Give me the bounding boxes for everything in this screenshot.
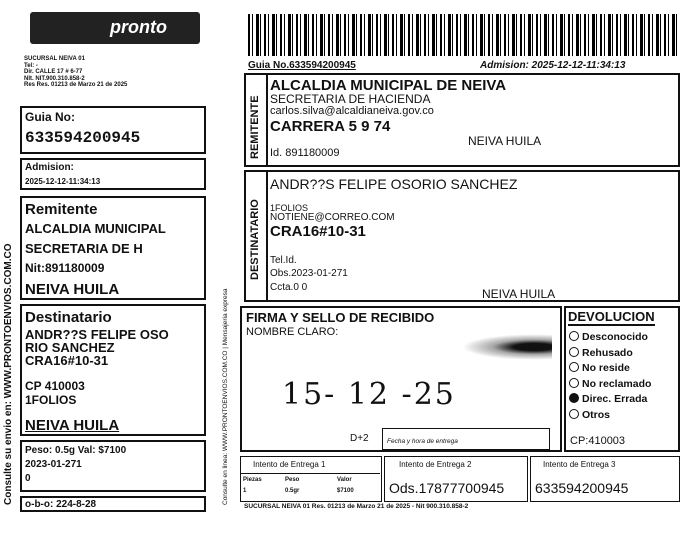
sucursal-line: Tel: - <box>24 62 38 69</box>
intento-3-label: Intento de Entrega 3 <box>543 460 616 469</box>
rem-id: Id. 891180009 <box>270 147 340 159</box>
fecha-label: Fecha y hora de entrega <box>387 438 458 445</box>
admision-line: Admision: 2025-12-12-11:34:13 <box>480 60 626 71</box>
guia-small: 633594200945 <box>535 480 629 496</box>
admision-label: Admision: <box>25 162 74 173</box>
intento-2-label: Intento de Entrega 2 <box>399 460 472 469</box>
devolucion-options <box>569 330 651 423</box>
devolucion-option[interactable]: Rehusado <box>569 346 651 362</box>
devolucion-option[interactable]: Direc. Errada <box>569 392 651 408</box>
remitente-secretaria: SECRETARIA DE H <box>25 241 143 256</box>
radio-icon[interactable] <box>569 347 579 357</box>
dest-email: NOTIENE@CORREO.COM <box>270 212 395 223</box>
zero-line: 0 <box>25 473 31 484</box>
intento-3-box <box>530 456 680 502</box>
devolucion-option[interactable]: No reclamado <box>569 377 651 393</box>
remitente-city: NEIVA HUILA <box>25 281 120 298</box>
firma-title: FIRMA Y SELLO DE RECIBIDO <box>246 310 435 325</box>
d2-label: D+2 <box>350 433 369 444</box>
devolucion-title: DEVOLUCION <box>568 309 655 324</box>
ods-value: Ods.17877700945 <box>389 480 505 496</box>
piezas-value: 1 <box>243 488 247 494</box>
logo-text: pronto <box>110 17 167 37</box>
sucursal-line: Res Res. 01213 de Marzo 21 de 2025 <box>24 82 128 88</box>
devolucion-cp: CP:410003 <box>570 435 626 447</box>
nombre-claro: NOMBRE CLARO: <box>246 326 339 338</box>
rem-city: NEIVA HUILA <box>468 134 542 148</box>
remitente-name: ALCALDIA MUNICIPAL <box>25 221 166 236</box>
footer-code-box <box>20 496 206 512</box>
valor-value: $7100 <box>337 488 354 494</box>
remitente-tag: REMITENTE <box>249 95 261 159</box>
radio-icon[interactable] <box>569 331 579 341</box>
radio-icon[interactable] <box>569 378 579 388</box>
intento-1-box <box>240 456 382 502</box>
admision-box <box>20 158 206 190</box>
side-text-middle: Consulte en linea: WWW.PRONTOENVIOS.COM.CO | Mensajeria expresa <box>222 288 229 505</box>
peso-value: 0.5gr <box>285 488 300 494</box>
sucursal-line: NIt. NIT.900.310.858-2 <box>24 75 85 82</box>
destinatario-tag: DESTINATARIO <box>249 199 261 280</box>
peso-header: Peso <box>285 477 300 483</box>
sucursal-line: SUCURSAL NEIVA 01 <box>24 56 85 62</box>
dest-name: ANDR??S FELIPE OSORIO SANCHEZ <box>270 176 518 192</box>
dest-city: NEIVA HUILA <box>482 287 556 301</box>
devolucion-option[interactable]: No reside <box>569 361 651 377</box>
intento-1-label: Intento de Entrega 1 <box>253 460 326 469</box>
remitente-box <box>20 196 206 300</box>
remitente-section <box>244 73 680 167</box>
pronto-logo <box>30 12 200 44</box>
dest-folios: 1FOLIOS <box>270 203 309 213</box>
right-footer: SUCURSAL NEIVA 01 Res. 01213 de Marzo 21 de 2025 - Nit 900.310.858-2 <box>244 503 469 510</box>
radio-icon[interactable] <box>569 362 579 372</box>
destinatario-box <box>20 304 206 436</box>
intento-2-box <box>384 456 528 502</box>
barcode <box>248 14 678 56</box>
stamp-smudge <box>462 334 552 360</box>
footer-code: o-b-o: 224-8-28 <box>25 499 97 510</box>
piezas-header: Piezas <box>243 477 262 483</box>
side-text-left: Consulte su envio en: WWW.PRONTOENVIOS.COM.CO <box>3 243 14 505</box>
devolucion-section <box>564 306 680 452</box>
date-line: 2023-01-271 <box>25 459 82 470</box>
rem-secretaria: SECRETARIA DE HACIENDA <box>270 92 431 106</box>
cp-value: CP 410003 <box>25 379 85 393</box>
remitente-label: Remitente <box>25 201 98 218</box>
radio-checked-icon[interactable] <box>569 393 579 403</box>
sucursal-info <box>24 56 127 89</box>
destinatario-line: RIO SANCHEZ <box>25 340 115 355</box>
destinatario-city: NEIVA HUILA <box>25 417 120 434</box>
sucursal-line: Dir. CALLE 17 # 6-77 <box>24 69 83 75</box>
piezas-table <box>241 473 380 500</box>
peso-line: Peso: 0.5g Val: $7100 <box>25 445 127 456</box>
firma-section <box>240 306 562 452</box>
destinatario-line: ANDR??S FELIPE OSO <box>25 327 169 342</box>
guia-label: Guia No: <box>25 110 75 124</box>
peso-box <box>20 440 206 492</box>
handwritten-date: 15- 12 -25 <box>282 377 456 412</box>
valor-header: Valor <box>337 477 352 483</box>
guia-line: Guia No.633594200945 <box>248 60 356 71</box>
folios-value: 1FOLIOS <box>25 393 77 407</box>
dest-address: CRA16#10-31 <box>270 223 366 240</box>
radio-icon[interactable] <box>569 409 579 419</box>
destinatario-line: CRA16#10-31 <box>25 353 109 368</box>
dest-obs: Obs.2023-01-271 <box>270 268 348 279</box>
dest-ccta: Ccta.0 0 <box>270 282 308 293</box>
admision-value: 2025-12-12-11:34:13 <box>25 177 101 186</box>
rem-email: carlos.silva@alcaldianeiva.gov.co <box>270 105 434 117</box>
fecha-box <box>382 428 550 450</box>
dest-tel: Tel.Id. <box>270 255 297 266</box>
rem-address: CARRERA 5 9 74 <box>270 118 391 135</box>
guia-box <box>20 106 206 154</box>
destinatario-section <box>244 170 680 302</box>
remitente-nit: Nit:891180009 <box>25 261 105 275</box>
guia-number: 633594200945 <box>25 129 141 147</box>
rem-name: ALCALDIA MUNICIPAL DE NEIVA <box>270 77 507 94</box>
devolucion-option[interactable]: Otros <box>569 408 651 424</box>
devolucion-option[interactable]: Desconocido <box>569 330 651 346</box>
destinatario-label: Destinatario <box>25 309 112 326</box>
